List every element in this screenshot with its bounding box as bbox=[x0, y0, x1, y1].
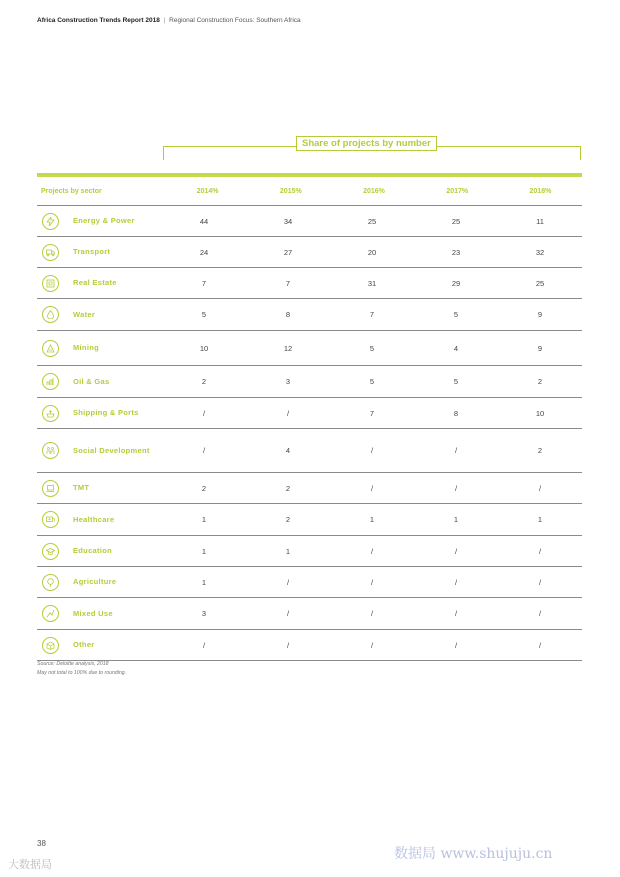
value-cell-2015: 12 bbox=[283, 343, 293, 353]
value-cell-2014: / bbox=[202, 446, 206, 455]
table-row bbox=[37, 504, 582, 536]
table-row bbox=[37, 598, 582, 630]
building-icon bbox=[42, 275, 59, 292]
value-cell-2015: 7 bbox=[285, 278, 291, 288]
sector-cell bbox=[37, 244, 162, 261]
value-cell-2014: / bbox=[202, 640, 206, 650]
value-cell-2018: 9 bbox=[537, 310, 543, 319]
value-cell-2017: 29 bbox=[451, 278, 461, 288]
value-cell-2017: 5 bbox=[453, 310, 459, 319]
value-cell-2017: / bbox=[454, 446, 458, 455]
value-cell-2017: 1 bbox=[453, 515, 459, 524]
graduation-cap-icon bbox=[42, 543, 59, 560]
laptop-icon bbox=[42, 480, 59, 497]
sector-cell bbox=[37, 480, 162, 497]
value-cell-2015: 34 bbox=[283, 216, 293, 226]
value-cell-2014: 10 bbox=[199, 343, 209, 353]
ship-icon bbox=[42, 405, 59, 422]
value-cell-2014: 24 bbox=[199, 247, 209, 257]
table-row bbox=[37, 299, 582, 331]
table-body bbox=[37, 206, 582, 661]
value-cell-2017: / bbox=[454, 640, 458, 650]
report-title: Africa Construction Trends Report 2018 bbox=[37, 17, 160, 24]
table-row bbox=[37, 331, 582, 366]
sector-label: Healthcare bbox=[73, 514, 115, 524]
value-cell-2016: 7 bbox=[369, 408, 375, 418]
sector-cell bbox=[37, 340, 162, 357]
value-cell-2015: 3 bbox=[285, 377, 291, 386]
value-cell-2016: / bbox=[370, 546, 374, 556]
table-row bbox=[37, 366, 582, 398]
value-cell-2018: 11 bbox=[536, 216, 544, 226]
sector-label: Mixed Use bbox=[73, 608, 113, 618]
table-row bbox=[37, 567, 582, 598]
column-header-2018: 2018% bbox=[529, 187, 552, 195]
value-cell-2018: 9 bbox=[537, 343, 543, 353]
sector-label: Real Estate bbox=[73, 278, 117, 287]
value-cell-2015: 8 bbox=[285, 310, 291, 319]
sector-cell bbox=[37, 605, 162, 622]
bracket-right bbox=[580, 146, 581, 160]
value-cell-2017: / bbox=[454, 577, 458, 587]
column-header-2016: 2016% bbox=[363, 187, 385, 195]
sector-share-table bbox=[37, 173, 582, 661]
value-cell-2014: 1 bbox=[201, 515, 207, 524]
table-title: Share of projects by number bbox=[296, 136, 437, 151]
sector-label: Other bbox=[73, 640, 95, 649]
value-cell-2014: 7 bbox=[201, 278, 207, 288]
value-cell-2014: / bbox=[202, 408, 206, 418]
value-cell-2016: 5 bbox=[369, 377, 375, 386]
value-cell-2017: / bbox=[454, 483, 458, 493]
value-cell-2018: 1 bbox=[537, 515, 543, 524]
sector-cell bbox=[37, 306, 162, 323]
value-cell-2016: / bbox=[370, 446, 374, 455]
table-title-bracket bbox=[163, 136, 581, 162]
table-row bbox=[37, 237, 582, 268]
value-cell-2016: 31 bbox=[367, 278, 377, 288]
value-cell-2018: 25 bbox=[535, 278, 545, 288]
value-cell-2016: / bbox=[370, 609, 374, 618]
value-cell-2018: 2 bbox=[537, 446, 543, 455]
sector-label: TMT bbox=[73, 483, 90, 492]
column-header-2015: 2015% bbox=[279, 187, 302, 195]
value-cell-2014: 3 bbox=[201, 609, 207, 618]
oil-gas-icon bbox=[42, 373, 59, 390]
lightning-icon bbox=[42, 213, 59, 230]
value-cell-2018: 10 bbox=[535, 408, 545, 418]
sector-label: Energy & Power bbox=[73, 216, 135, 225]
sector-label: Oil & Gas bbox=[73, 376, 110, 386]
value-cell-2016: 7 bbox=[369, 310, 375, 319]
page-number: 38 bbox=[37, 839, 46, 848]
sector-cell bbox=[37, 405, 162, 422]
sector-cell bbox=[37, 275, 162, 292]
sector-cell bbox=[37, 637, 162, 654]
mixed-use-icon bbox=[42, 605, 59, 622]
mining-icon bbox=[42, 340, 59, 357]
value-cell-2015: 2 bbox=[285, 515, 291, 524]
value-cell-2016: 1 bbox=[369, 515, 375, 524]
sector-label: Mining bbox=[73, 343, 99, 352]
value-cell-2017: 5 bbox=[453, 377, 459, 386]
header-separator: | bbox=[163, 17, 166, 24]
value-cell-2015: / bbox=[286, 609, 290, 618]
value-cell-2016: / bbox=[370, 640, 374, 650]
sector-cell bbox=[37, 574, 162, 591]
value-cell-2015: 4 bbox=[285, 446, 291, 455]
table-header-row bbox=[37, 177, 582, 206]
value-cell-2017: / bbox=[454, 609, 458, 618]
value-cell-2014: 1 bbox=[201, 577, 207, 587]
value-cell-2017: 25 bbox=[451, 216, 461, 226]
value-cell-2015: 27 bbox=[283, 247, 293, 257]
value-cell-2016: 5 bbox=[369, 343, 375, 353]
source-note: Source: Deloitte analysis, 2018 bbox=[37, 661, 109, 667]
sector-cell bbox=[37, 442, 162, 459]
sector-label: Agriculture bbox=[73, 577, 117, 586]
watermark-right: 数据局 www.shujuju.cn bbox=[394, 846, 553, 862]
value-cell-2014: 5 bbox=[201, 310, 207, 319]
value-cell-2018: / bbox=[538, 640, 542, 650]
value-cell-2016: 20 bbox=[367, 247, 377, 257]
sector-label: Education bbox=[73, 546, 112, 555]
sector-label: Social Development bbox=[73, 445, 150, 455]
column-header-sector: Projects by sector bbox=[41, 187, 102, 195]
value-cell-2018: / bbox=[538, 609, 542, 618]
value-cell-2014: 2 bbox=[201, 377, 207, 386]
sector-label: Shipping & Ports bbox=[73, 408, 139, 417]
value-cell-2018: 32 bbox=[535, 247, 545, 257]
value-cell-2017: 8 bbox=[453, 408, 459, 418]
water-drop-icon bbox=[42, 306, 59, 323]
table-notes bbox=[37, 660, 126, 678]
table-row bbox=[37, 473, 582, 504]
value-cell-2016: 25 bbox=[367, 216, 377, 226]
value-cell-2014: 1 bbox=[201, 546, 207, 556]
value-cell-2014: 44 bbox=[199, 216, 209, 226]
tree-icon bbox=[42, 574, 59, 591]
ambulance-icon bbox=[42, 511, 59, 528]
truck-icon bbox=[42, 244, 59, 261]
sector-cell bbox=[37, 213, 162, 230]
value-cell-2017: / bbox=[454, 546, 458, 556]
table-row bbox=[37, 429, 582, 473]
sector-cell bbox=[37, 373, 162, 390]
value-cell-2018: 2 bbox=[537, 377, 543, 386]
value-cell-2017: 23 bbox=[451, 247, 461, 257]
sector-label: Transport bbox=[73, 247, 111, 256]
sector-cell bbox=[37, 543, 162, 560]
table-row bbox=[37, 268, 582, 299]
bracket-left bbox=[163, 146, 164, 160]
box-icon bbox=[42, 637, 59, 654]
table-row bbox=[37, 206, 582, 237]
value-cell-2018: / bbox=[538, 577, 542, 587]
sector-label: Water bbox=[73, 309, 96, 319]
value-cell-2018: / bbox=[538, 546, 542, 556]
rounding-note: May not total to 100% due to rounding. bbox=[37, 670, 127, 676]
value-cell-2015: / bbox=[286, 640, 290, 650]
value-cell-2016: / bbox=[370, 577, 374, 587]
page-header bbox=[37, 17, 301, 24]
value-cell-2015: 1 bbox=[285, 546, 291, 556]
table-row bbox=[37, 630, 582, 661]
value-cell-2015: / bbox=[286, 577, 290, 587]
table-row bbox=[37, 536, 582, 567]
value-cell-2018: / bbox=[538, 483, 542, 493]
value-cell-2016: / bbox=[370, 483, 374, 493]
value-cell-2017: 4 bbox=[453, 343, 459, 353]
table-row bbox=[37, 398, 582, 429]
section-title: Regional Construction Focus: Southern Africa bbox=[169, 17, 301, 24]
value-cell-2014: 2 bbox=[201, 483, 207, 493]
column-header-2017: 2017% bbox=[446, 187, 469, 195]
column-header-2014: 2014% bbox=[196, 187, 219, 195]
sector-cell bbox=[37, 511, 162, 528]
value-cell-2015: 2 bbox=[285, 483, 291, 493]
watermark-left: 大数据局 bbox=[8, 859, 52, 871]
people-icon bbox=[42, 442, 59, 459]
value-cell-2015: / bbox=[286, 408, 290, 418]
